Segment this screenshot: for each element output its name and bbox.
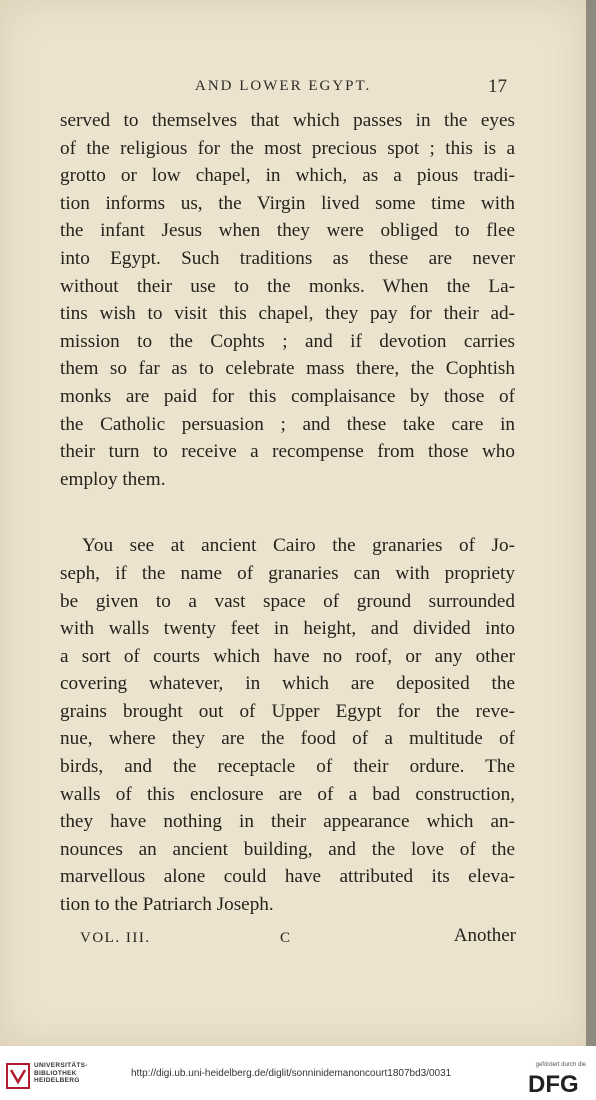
text-line: with walls twenty feet in height, and divided into — [60, 618, 515, 640]
text-line: a sort of courts which have no roof, or any other — [60, 645, 515, 667]
text-line: served to themselves that which passes in the eyes — [60, 110, 515, 131]
text-line: their turn to receive a recompense from those who — [60, 441, 515, 463]
text-line: of the religious for the most precious spot ; this is a — [60, 137, 515, 159]
volume-label: VOL. III. — [80, 930, 151, 946]
text-line: nue, where they are the food of a multitude of — [60, 728, 515, 750]
dfg-logo-icon — [526, 1070, 588, 1096]
source-url-link[interactable]: http://digi.ub.uni-heidelberg.de/diglit/sonninidemanoncourt1807bd3/0031 — [131, 1068, 452, 1079]
text-line: walls of this enclosure are of a bad construction, — [60, 783, 515, 805]
logo-text-line: UNIVERSITÄTS- — [34, 1062, 88, 1069]
text-line: employ them. — [60, 468, 166, 490]
text-line: birds, and the receptacle of their ordure. The — [60, 756, 515, 778]
signature-mark: C — [280, 930, 291, 946]
paragraph-gap — [60, 493, 515, 532]
page-number: 17 — [488, 76, 507, 97]
text-line: grotto or low chapel, in which, as a pious tradi- — [60, 165, 515, 187]
text-line: tion to the Patriarch Joseph. — [60, 894, 274, 916]
running-head-title: AND LOWER EGYPT. — [195, 78, 372, 94]
text-line: You see at ancient Cairo the granaries of Jo- — [82, 535, 515, 557]
text-line: tins wish to visit this chapel, they pay for their ad- — [60, 303, 515, 325]
university-library-logo-icon — [6, 1062, 30, 1090]
body-text — [60, 107, 515, 919]
text-line: tion informs us, the Virgin lived some time with — [60, 192, 515, 214]
catchword: Another — [453, 925, 516, 946]
funded-by-label: gefördert durch die — [535, 1062, 586, 1068]
text-line: the infant Jesus when they were obliged to flee — [60, 220, 515, 242]
text-line: grains brought out of Upper Egypt for the reve- — [60, 700, 515, 722]
logo-text-line: HEIDELBERG — [34, 1077, 80, 1084]
text-line: marvellous alone could have attributed its eleva- — [60, 866, 515, 888]
text-line: they have nothing in their appearance which an- — [60, 811, 515, 833]
text-line: without their use to the monks. When the La- — [60, 275, 515, 297]
text-line: into Egypt. Such traditions as these are never — [60, 247, 515, 269]
text-line: seph, if the name of granaries can with propriety — [60, 562, 515, 584]
library-footer-bar — [0, 1046, 596, 1100]
text-line: mission to the Cophts ; and if devotion carries — [60, 330, 515, 352]
paragraph-2 — [60, 532, 515, 918]
text-line: be given to a vast space of ground surrounded — [60, 590, 515, 612]
page-footer — [60, 925, 516, 953]
running-head — [0, 76, 586, 102]
text-line: monks are paid for this complaisance by those of — [60, 385, 515, 407]
page-edge — [586, 0, 596, 1046]
text-line: covering whatever, in which are deposited the — [60, 673, 515, 695]
text-line: nounces an ancient building, and the love of the — [60, 838, 515, 860]
text-line: them so far as to celebrate mass there, the Cophtish — [60, 358, 515, 380]
university-library-name — [34, 1062, 88, 1085]
paragraph-1 — [60, 107, 515, 493]
logo-text-line: BIBLIOTHEK — [34, 1069, 77, 1077]
dfg-logo-text: DFG — [528, 1071, 579, 1096]
text-line: the Catholic persuasion ; and these take care in — [60, 413, 515, 435]
